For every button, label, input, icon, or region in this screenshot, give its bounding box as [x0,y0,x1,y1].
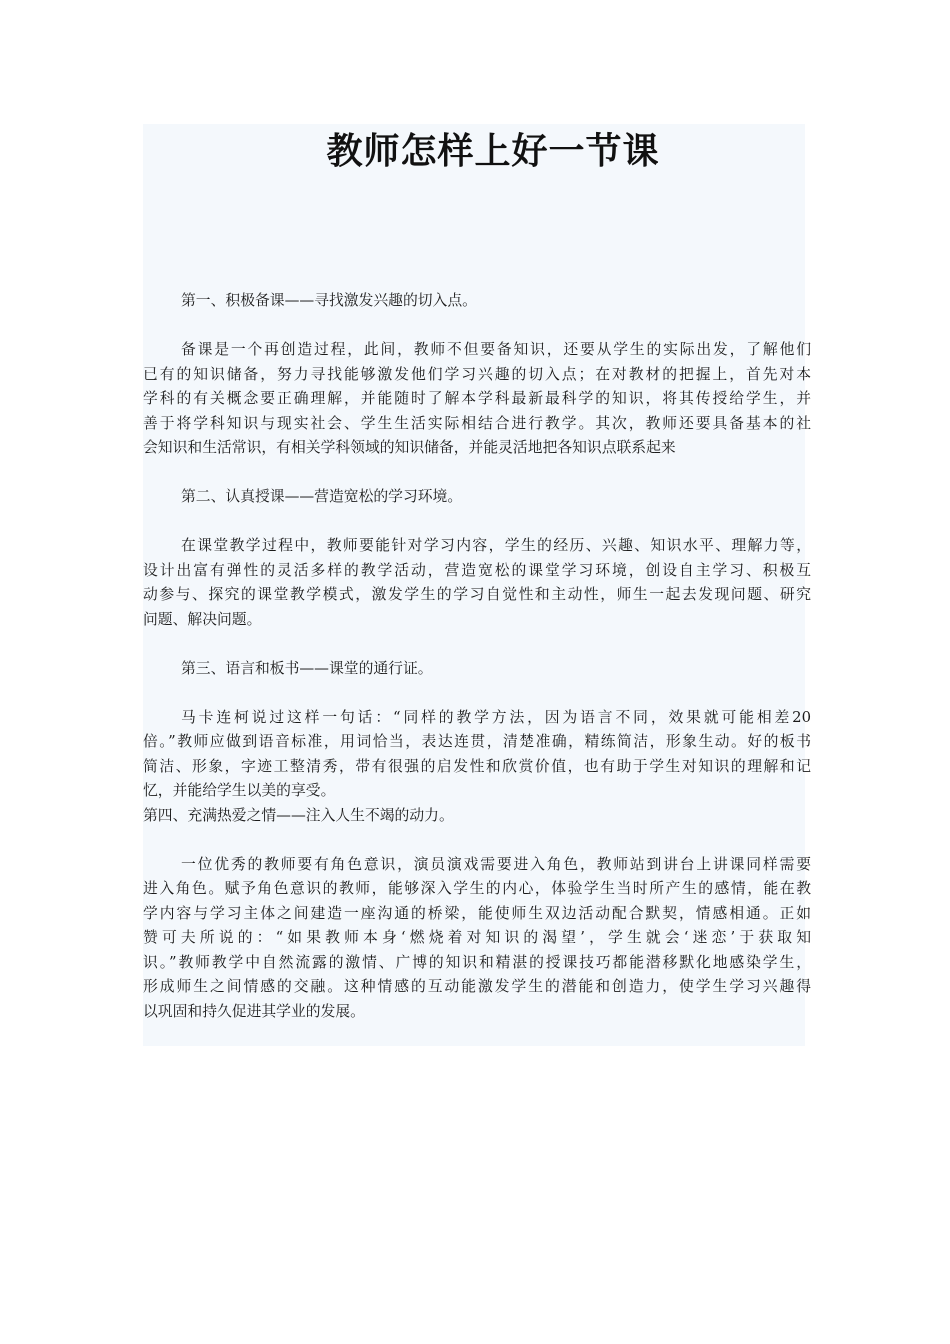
paragraph-line: 动参与、探究的课堂教学模式，激发学生的学习自觉性和主动性，师生一起去发现问题、研究 [143,586,811,603]
spacer [143,461,811,486]
paragraph-line: 倍。”教师应做到语音标准，用词恰当，表达连贯，清楚准确，精练简洁，形象生动。好的板书 [143,733,811,750]
paragraph-line: 问题、解决问题。 [143,610,262,628]
spacer [143,828,811,853]
section-heading-2: 第二、认真授课——营造宽松的学习环境。 [181,488,463,505]
paragraph-line: 马卡连柯说过这样一句话：“同样的教学方法，因为语言不同，效果就可能相差20 [181,708,811,726]
paragraph-line: 以巩固和持久促进其学业的发展。 [143,1002,365,1020]
spacer [143,314,811,339]
section-heading-3: 第三、语言和板书——课堂的通行证。 [181,659,433,677]
paragraph-line: 已有的知识储备，努力寻找能够激发他们学习兴趣的切入点；在对教材的把握上，首先对本 [143,365,811,383]
paragraph-line: 一位优秀的教师要有角色意识，演员演戏需要进入角色，教师站到讲台上讲课同样需要 [181,855,811,873]
paragraph-line: 学内容与学习主体之间建造一座沟通的桥梁，能使师生双边活动配合默契，情感相通。正如 [143,904,811,922]
spacer [143,681,811,706]
paragraph-line: 进入角色。赋予角色意识的教师，能够深入学生的内心，体验学生当时所产生的感情，能在教 [143,880,811,897]
spacer [143,510,811,535]
paragraph-line: 设计出富有弹性的灵活多样的教学活动，营造宽松的课堂学习环境，创设自主学习、积极互 [143,561,811,579]
paragraph-line: 简洁、形象，字迹工整清秀，带有很强的启发性和欣赏价值，也有助于学生对知识的理解和记 [143,757,811,775]
section-heading-4: 第四、充满热爱之情——注入人生不竭的动力。 [143,806,454,824]
paragraph-line: 识。”教师教学中自然流露的激情、广博的知识和精湛的授课技巧都能潜移默化地感染学生， [143,953,811,971]
paragraph-line: 会知识和生活常识，有相关学科领域的知识储备，并能灵活地把各知识点联系起来 [143,439,676,456]
paragraph-line: 善于将学科知识与现实社会、学生生活实际相结合进行教学。其次，教师还要具备基本的社 [143,414,811,432]
spacer [143,632,811,657]
paragraph-line: 忆，并能给学生以美的享受。 [143,782,336,799]
paragraph-line: 形成师生之间情感的交融。这种情感的互动能激发学生的潜能和创造力，使学生学习兴趣得 [143,978,811,995]
paragraph-line: 赞可夫所说的：“如果教师本身‘燃烧着对知识的渴望’，学生就会‘迷恋’于获取知 [143,929,811,946]
section-heading-1: 第一、积极备课——寻找激发兴趣的切入点。 [181,292,477,309]
document-title: 教师怎样上好一节课 [326,130,660,172]
document-body [143,289,811,1024]
paragraph-line: 学科的有关概念要正确理解，并能随时了解本学科最新最科学的知识，将其传授给学生，并 [143,390,811,407]
paragraph-line: 备课是一个再创造过程，此间，教师不但要备知识，还要从学生的实际出发，了解他们 [181,341,811,358]
paragraph-line: 在课堂教学过程中，教师要能针对学习内容，学生的经历、兴趣、知识水平、理解力等， [181,537,811,554]
